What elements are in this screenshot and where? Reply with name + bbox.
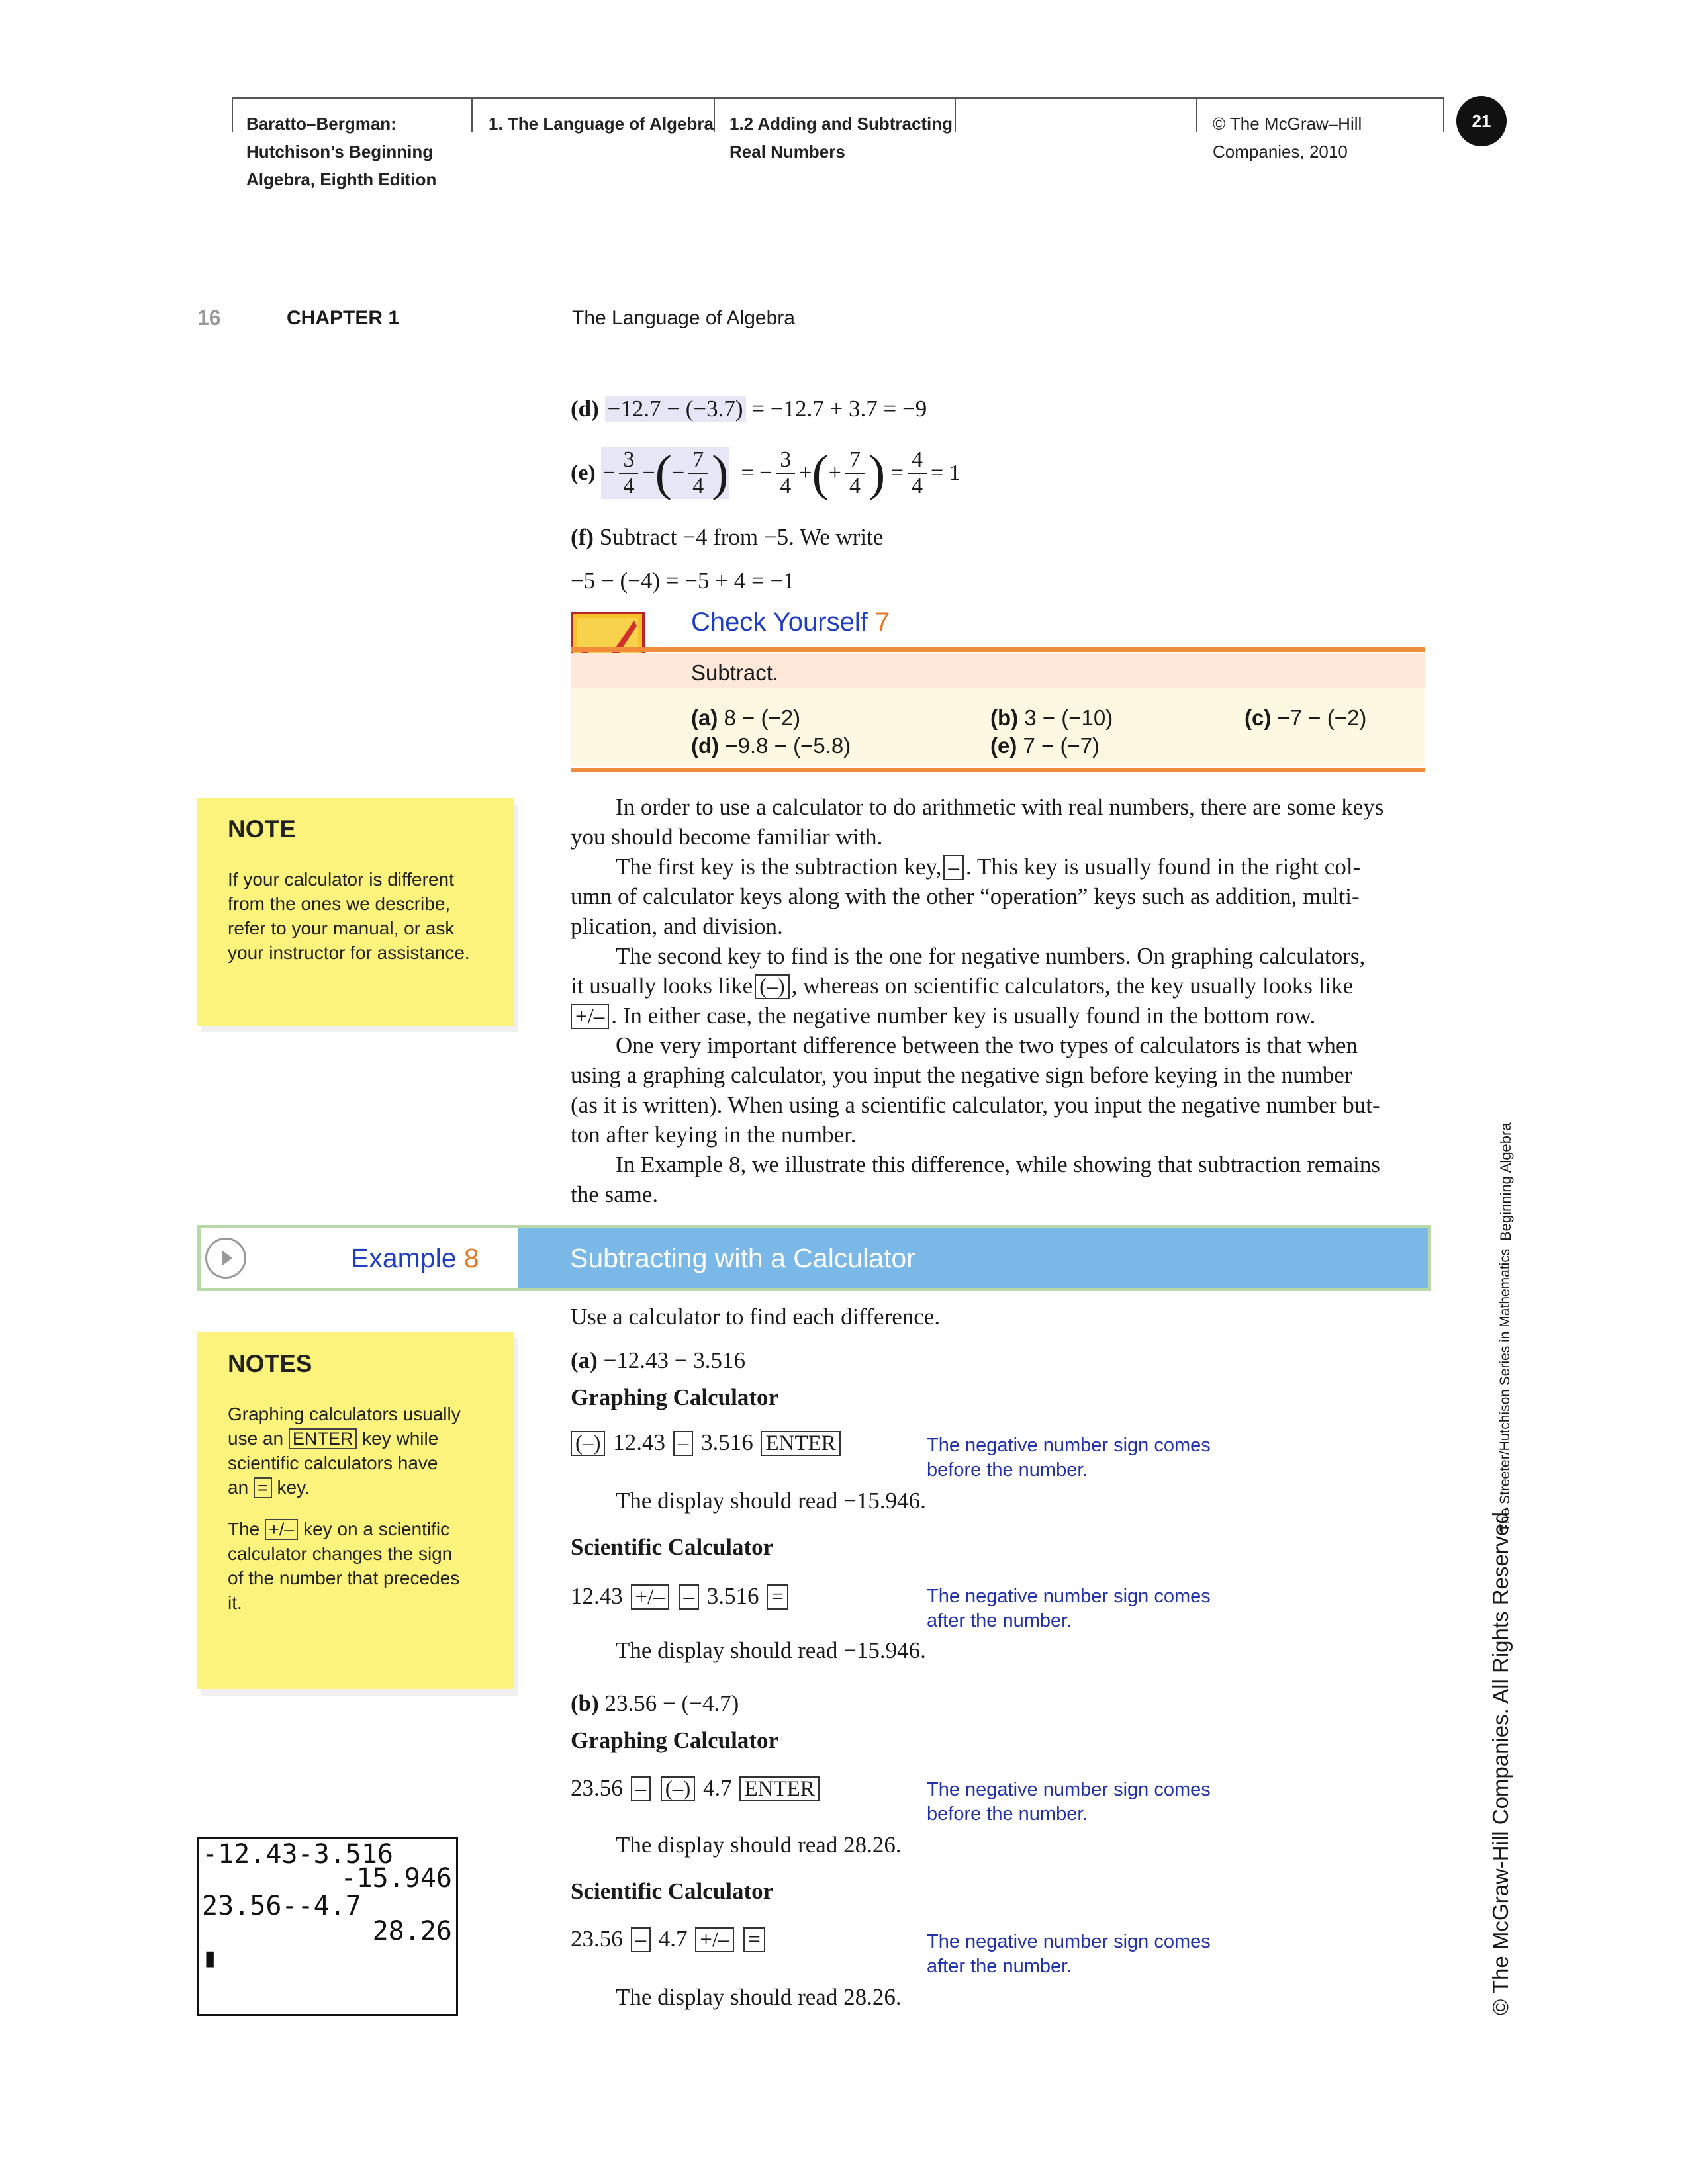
check-yourself-label: Check Yourself xyxy=(691,608,868,637)
header-section xyxy=(729,110,953,165)
example-b xyxy=(571,1689,739,1718)
header-divider xyxy=(955,97,956,132)
equals-key: = xyxy=(767,1584,788,1610)
header-book-line: Algebra, Eighth Edition xyxy=(246,169,437,189)
example-label-text: Example xyxy=(351,1243,457,1273)
check-item-a xyxy=(691,704,800,732)
keystroke-number: 4.7 xyxy=(658,1926,688,1952)
header-section-line: Real Numbers xyxy=(729,142,845,161)
check-item-d xyxy=(691,732,851,760)
notes-heading: NOTES xyxy=(228,1350,312,1377)
check-item-expr: 3 − (−10) xyxy=(1024,705,1113,730)
keystroke-sequence xyxy=(571,1582,790,1611)
header-book-line: Hutchison’s Beginning xyxy=(246,142,434,161)
fraction-numerator: 7 xyxy=(845,447,865,474)
note-line: your instructor for assistance. xyxy=(228,942,470,963)
subtract-key: – xyxy=(673,1431,694,1456)
subtract-key: – xyxy=(943,855,964,880)
example-f-label: (f) xyxy=(571,524,594,550)
body-line: One very important difference between the two types of calculators is that when xyxy=(616,1032,1358,1058)
fraction-denominator: 4 xyxy=(849,474,861,498)
chapter-label: CHAPTER 1 xyxy=(287,307,400,329)
notes-line: Graphing calculators usually xyxy=(228,1404,461,1424)
notes-text-span: key. xyxy=(277,1477,310,1498)
check-item-b xyxy=(990,704,1113,732)
keystroke-sequence xyxy=(571,1774,821,1803)
series-label-b: The Streeter/Hutchison Series in Mathematics xyxy=(1497,1248,1513,1532)
example-label xyxy=(351,1243,479,1274)
enter-key: ENTER xyxy=(289,1428,357,1449)
notes-text-span: key on a scientific xyxy=(303,1519,450,1539)
body-line xyxy=(571,972,1353,1001)
note-heading: NOTE xyxy=(228,815,296,842)
example-e-label: (e) xyxy=(571,461,596,485)
body-line: In order to use a calculator to do arithmetic with real numbers, there are some keys xyxy=(616,794,1384,820)
check-item-expr: 8 − (−2) xyxy=(724,705,801,730)
check-item-label: (c) xyxy=(1244,705,1272,730)
example-d-highlight: −12.7 − (−3.7) xyxy=(605,396,746,422)
note-text xyxy=(228,867,470,965)
plus-minus-key: +/– xyxy=(695,1927,733,1952)
fraction xyxy=(845,447,865,499)
margin-note xyxy=(927,1778,1211,1827)
example-a xyxy=(571,1346,745,1375)
fraction xyxy=(776,447,795,499)
plus-minus-key: +/– xyxy=(571,1004,609,1029)
example-f xyxy=(571,523,883,552)
header-chapter: 1. The Language of Algebra xyxy=(489,114,714,134)
fraction-denominator: 4 xyxy=(692,474,704,498)
subtract-key: – xyxy=(631,1776,651,1801)
header-book-line: Baratto–Bergman: xyxy=(246,114,397,134)
rights-statement: © The McGraw-Hill Companies. All Rights Reserved. xyxy=(1488,1505,1513,2015)
display-result: The display should read 28.26. xyxy=(616,1984,902,2010)
keystroke-number: 12.43 xyxy=(571,1583,623,1609)
fraction-numerator: 7 xyxy=(688,447,708,474)
equals-key: = xyxy=(743,1927,765,1952)
scientific-heading: Scientific Calculator xyxy=(571,1878,774,1904)
notes-text-span: use an xyxy=(228,1428,284,1449)
check-yourself-top-rule xyxy=(571,647,1425,652)
screen-cursor: ▮ xyxy=(202,1942,218,1973)
fraction xyxy=(908,447,927,499)
notes-line xyxy=(228,1426,461,1451)
header-book-title xyxy=(246,110,436,193)
fraction-denominator: 4 xyxy=(911,474,923,498)
fraction-denominator: 4 xyxy=(623,474,635,498)
example-f-text: Subtract −4 from −5. We write xyxy=(599,524,884,550)
notes-text-span: key while xyxy=(362,1428,439,1449)
body-text: it usually looks like xyxy=(571,973,753,999)
display-result: The display should read −15.946. xyxy=(616,1637,926,1663)
subtract-key: – xyxy=(679,1584,700,1610)
plus-minus-key: +/– xyxy=(631,1584,669,1610)
play-icon xyxy=(205,1238,246,1279)
scientific-heading: Scientific Calculator xyxy=(571,1534,774,1560)
example-number: 8 xyxy=(463,1243,479,1273)
example-d xyxy=(571,394,927,424)
body-line: ton after keying in the number. xyxy=(571,1122,857,1148)
page-number: 16 xyxy=(197,306,221,330)
margin-note-line: The negative number sign comes xyxy=(927,1435,1211,1456)
fraction xyxy=(688,447,708,499)
display-result: The display should read −15.946. xyxy=(616,1488,926,1514)
enter-key: ENTER xyxy=(739,1776,819,1801)
plus-minus-key: +/– xyxy=(265,1519,298,1540)
body-line xyxy=(571,1001,1315,1030)
margin-note-line: after the number. xyxy=(927,1610,1072,1631)
notes-text-span: The xyxy=(228,1519,260,1539)
margin-note xyxy=(927,1930,1211,1979)
note-line: refer to your manual, or ask xyxy=(228,918,455,938)
keystroke-number: 23.56 xyxy=(571,1926,623,1952)
check-item-c xyxy=(1244,704,1366,732)
example-title: Subtracting with a Calculator xyxy=(570,1243,915,1273)
margin-note-line: before the number. xyxy=(927,1459,1088,1480)
example-d-label: (d) xyxy=(571,396,599,422)
keystroke-sequence xyxy=(571,1925,767,1954)
header-divider xyxy=(471,97,473,132)
example-e-highlight: − $\frac{3}{4}$ −(− $\frac{7}{4}$ ) xyxy=(602,445,729,501)
example-a-expr: −12.43 − 3.516 xyxy=(603,1347,746,1373)
check-item-label: (b) xyxy=(990,705,1019,730)
example-b-label: (b) xyxy=(571,1690,599,1716)
header-copyright xyxy=(1213,110,1362,165)
body-text: . This key is usually found in the right col- xyxy=(965,854,1361,880)
body-text: . In either case, the negative number key is usually found in the bottom row. xyxy=(611,1003,1316,1028)
notes-text xyxy=(228,1402,461,1615)
example-e-result: = 1 xyxy=(930,461,961,485)
example-a-label: (a) xyxy=(571,1347,598,1373)
fraction-numerator: 3 xyxy=(619,447,638,474)
notes-line: of the number that precedes xyxy=(228,1568,460,1588)
margin-note-line: after the number. xyxy=(927,1956,1072,1977)
header-section-line: 1.2 Adding and Subtracting xyxy=(729,114,953,134)
play-icon-glyph xyxy=(207,1240,244,1277)
header-rule xyxy=(232,97,1444,99)
equals-key: = xyxy=(254,1477,272,1498)
keystroke-number: 3.516 xyxy=(700,1430,753,1455)
check-yourself-number: 7 xyxy=(874,608,890,637)
graphing-heading: Graphing Calculator xyxy=(571,1385,779,1410)
keystroke-number: 3.516 xyxy=(706,1583,759,1609)
check-yourself-bottom-rule xyxy=(571,768,1425,772)
negative-key: (–) xyxy=(571,1431,605,1456)
header-divider xyxy=(1196,97,1197,132)
margin-note xyxy=(927,1584,1211,1633)
check-yourself-title xyxy=(691,608,890,637)
example-intro: Use a calculator to find each difference. xyxy=(571,1304,941,1330)
body-line: the same. xyxy=(571,1181,659,1207)
graphing-heading: Graphing Calculator xyxy=(571,1727,779,1753)
negative-key: (–) xyxy=(661,1776,695,1801)
example-header-bar xyxy=(197,1225,1431,1291)
header-divider xyxy=(232,97,233,132)
header-copyright-line: Companies, 2010 xyxy=(1213,142,1348,161)
margin-note-line: The negative number sign comes xyxy=(927,1586,1211,1607)
example-e: (e) − $\frac{3}{4}$ −(− $\frac{7}{4}$ ) = − $\frac{3}{4}$ +(+ $\frac{7}{4}$ ) = $\frac{4}{4}$ = 1 xyxy=(571,445,961,501)
negative-key: (–) xyxy=(755,974,789,999)
notes-line: calculator changes the sign xyxy=(228,1543,453,1564)
note-line: If your calculator is different xyxy=(228,869,454,889)
page-number-badge: 21 xyxy=(1456,96,1507,146)
body-line: The second key to find is the one for negative numbers. On graphing calculators, xyxy=(616,943,1366,969)
notes-line xyxy=(228,1517,461,1541)
series-label-a: Beginning Algebra xyxy=(1497,1122,1514,1241)
chapter-title: The Language of Algebra xyxy=(572,307,795,329)
margin-note-line: The negative number sign comes xyxy=(927,1779,1211,1800)
header-divider xyxy=(714,97,715,132)
example-b-expr: 23.56 − (−4.7) xyxy=(604,1690,739,1716)
keystroke-sequence xyxy=(571,1428,843,1457)
margin-note-line: before the number. xyxy=(927,1803,1088,1825)
body-line: plication, and division. xyxy=(571,913,783,939)
body-line: you should become familiar with. xyxy=(571,824,883,850)
notes-text-span: an xyxy=(228,1477,249,1498)
example-title-band xyxy=(518,1228,1428,1288)
header-copyright-line: © The McGraw–Hill xyxy=(1213,114,1362,134)
check-item-e xyxy=(990,732,1100,760)
notes-line: it. xyxy=(228,1592,242,1613)
note-line: from the ones we describe, xyxy=(228,893,451,914)
margin-note xyxy=(927,1433,1211,1482)
margin-note-line: The negative number sign comes xyxy=(927,1931,1211,1952)
keystroke-number: 23.56 xyxy=(571,1775,623,1801)
check-item-expr: −7 − (−2) xyxy=(1277,705,1367,730)
fraction-numerator: 4 xyxy=(908,447,927,474)
enter-key: ENTER xyxy=(761,1431,840,1456)
screen-line: 23.56--4.7 xyxy=(202,1891,361,1921)
notes-line: scientific calculators have xyxy=(228,1453,438,1473)
fraction-denominator: 4 xyxy=(780,474,792,498)
keystroke-number: 12.43 xyxy=(613,1430,665,1455)
header-divider xyxy=(1443,97,1444,132)
screen-line: -12.43-3.516 xyxy=(202,1839,393,1870)
body-line: umn of calculator keys along with the other “operation” keys such as addition, multi- xyxy=(571,884,1360,909)
check-item-expr: 7 − (−7) xyxy=(1023,733,1100,758)
display-result: The display should read 28.26. xyxy=(616,1832,902,1858)
body-line: In Example 8, we illustrate this difference, while showing that subtraction remains xyxy=(616,1152,1381,1177)
screen-line: -15.946 xyxy=(340,1863,452,1893)
check-item-label: (d) xyxy=(691,733,720,758)
check-item-expr: −9.8 − (−5.8) xyxy=(725,733,851,758)
example-f-equation: −5 − (−4) = −5 + 4 = −1 xyxy=(571,568,795,594)
body-text: The first key is the subtraction key, xyxy=(616,854,942,880)
check-item-label: (e) xyxy=(990,733,1017,758)
example-d-result: = −12.7 + 3.7 = −9 xyxy=(751,396,927,422)
screen-line: 28.26 xyxy=(372,1916,452,1946)
fraction xyxy=(619,447,638,499)
keystroke-number: 4.7 xyxy=(702,1775,732,1801)
check-yourself-instruction: Subtract. xyxy=(691,660,779,685)
notes-line xyxy=(228,1475,461,1500)
body-line: using a graphing calculator, you input the negative sign before keying in the number xyxy=(571,1062,1352,1088)
check-item-label: (a) xyxy=(691,705,718,730)
body-line xyxy=(616,852,1360,882)
subtract-key: – xyxy=(631,1927,651,1952)
calculator-screen xyxy=(197,1837,458,2016)
body-line: (as it is written). When using a scientific calculator, you input the negative number but- xyxy=(571,1092,1380,1118)
body-text: , whereas on scientific calculators, the key usually looks like xyxy=(791,973,1354,999)
fraction-numerator: 3 xyxy=(776,447,795,474)
